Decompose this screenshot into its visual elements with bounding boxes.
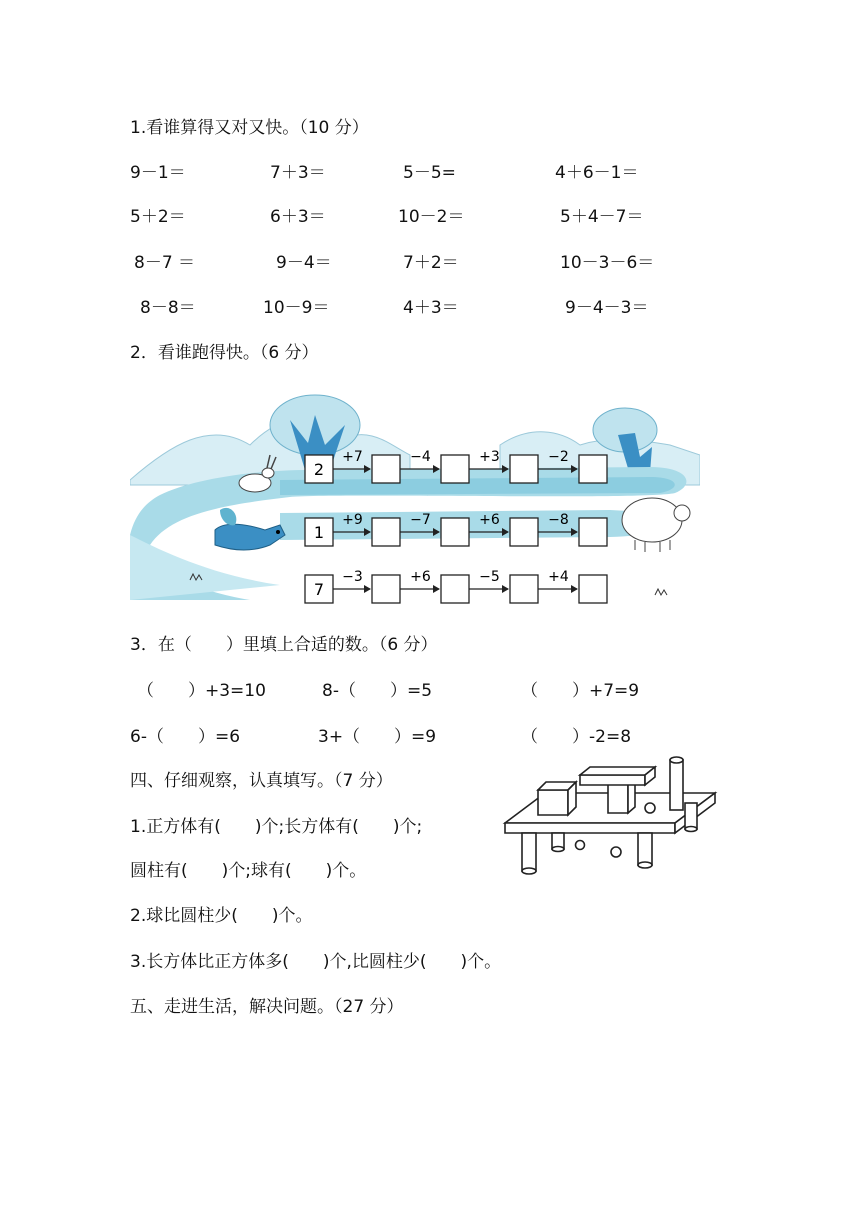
q3-blank-expr: 3+（ ）=9 xyxy=(318,727,437,747)
operation-label: +3 xyxy=(479,449,500,465)
arrow-head-icon xyxy=(502,585,509,593)
q1-expr: 5＋2＝ xyxy=(130,207,186,227)
q2-title: 2．看谁跑得快。（6 分） xyxy=(130,343,319,363)
q1-expr: 5－5= xyxy=(403,163,456,183)
answer-box[interactable] xyxy=(579,575,607,603)
answer-box[interactable] xyxy=(441,518,469,546)
q1-expr: 4＋3＝ xyxy=(403,298,459,318)
q1-expr: 10－2＝ xyxy=(398,207,465,227)
answer-box[interactable] xyxy=(372,455,400,483)
answer-box[interactable] xyxy=(372,575,400,603)
q1-expr: 4＋6－1＝ xyxy=(555,163,639,183)
q1-expr: 5＋4－7＝ xyxy=(560,207,644,227)
ball-icon xyxy=(645,803,655,813)
q4-line: 圆柱有( )个;球有( )个。 xyxy=(130,861,367,881)
q3-blank-expr: 6-（ ）=6 xyxy=(130,727,241,747)
ball-icon xyxy=(576,841,585,850)
q1-expr: 10－9＝ xyxy=(263,298,330,318)
solids-table-illustration xyxy=(500,745,720,880)
answer-box[interactable] xyxy=(579,518,607,546)
q1-expr: 7＋3＝ xyxy=(270,163,326,183)
operation-label: +6 xyxy=(410,569,431,585)
operation-label: +7 xyxy=(342,449,363,465)
q1-expr: 9－1＝ xyxy=(130,163,186,183)
cylinder-icon xyxy=(685,803,697,829)
q3-title: 3．在（ ）里填上合适的数。（6 分） xyxy=(130,635,438,655)
q3-blank-expr: （ ）-2=8 xyxy=(521,727,632,747)
q3-blank-expr: （ ）+3=10 xyxy=(137,681,266,701)
q1-expr: 9－4＝ xyxy=(276,253,332,273)
operation-label: −8 xyxy=(548,512,569,528)
q1-expr: 8－8＝ xyxy=(140,298,196,318)
start-number: 1 xyxy=(313,523,325,542)
sheep-icon xyxy=(622,498,690,552)
operation-label: +6 xyxy=(479,512,500,528)
q1-expr: 9－4－3＝ xyxy=(565,298,649,318)
operation-label: −4 xyxy=(410,449,431,465)
cuboid-icon xyxy=(580,767,655,785)
q4-line: 2.球比圆柱少( )个。 xyxy=(130,906,313,926)
answer-box[interactable] xyxy=(579,455,607,483)
fox-icon xyxy=(215,508,285,550)
arrow-head-icon xyxy=(364,585,371,593)
cylinder-icon xyxy=(670,757,683,810)
cylinder-icon xyxy=(522,833,536,871)
answer-box[interactable] xyxy=(510,518,538,546)
operation-label: −3 xyxy=(342,569,363,585)
cylinder-icon xyxy=(638,833,652,865)
ball-icon xyxy=(611,847,621,857)
operation-label: +9 xyxy=(342,512,363,528)
q3-blank-expr: 8-（ ）=5 xyxy=(322,681,433,701)
arrow-head-icon xyxy=(571,585,578,593)
arrow-head-icon xyxy=(433,585,440,593)
operation-label: −2 xyxy=(548,449,569,465)
q1-expr: 10－3－6＝ xyxy=(560,253,655,273)
q4-title: 四、仔细观察，认真填写。（7 分） xyxy=(130,771,393,791)
answer-box[interactable] xyxy=(441,575,469,603)
q4-line: 1.正方体有( )个;长方体有( )个; xyxy=(130,817,423,837)
answer-box[interactable] xyxy=(441,455,469,483)
q5-title: 五、走进生活，解决问题。（27 分） xyxy=(130,997,404,1017)
operation-label: −5 xyxy=(479,569,500,585)
q3-blank-expr: （ ）+7=9 xyxy=(521,681,640,701)
start-number: 2 xyxy=(313,460,325,479)
operation-label: −7 xyxy=(410,512,431,528)
q4-line: 3.长方体比正方体多( )个,比圆柱少( )个。 xyxy=(130,952,502,972)
operation-label: +4 xyxy=(548,569,569,585)
q1-title: 1.看谁算得又对又快。（10 分） xyxy=(130,118,369,138)
race-illustration xyxy=(130,385,700,607)
cube-icon xyxy=(538,782,576,815)
q1-expr: 7＋2＝ xyxy=(403,253,459,273)
answer-box[interactable] xyxy=(510,455,538,483)
q1-expr: 8－7 ＝ xyxy=(134,253,196,273)
q1-expr: 6＋3＝ xyxy=(270,207,326,227)
answer-box[interactable] xyxy=(510,575,538,603)
answer-box[interactable] xyxy=(372,518,400,546)
start-number: 7 xyxy=(313,580,325,599)
